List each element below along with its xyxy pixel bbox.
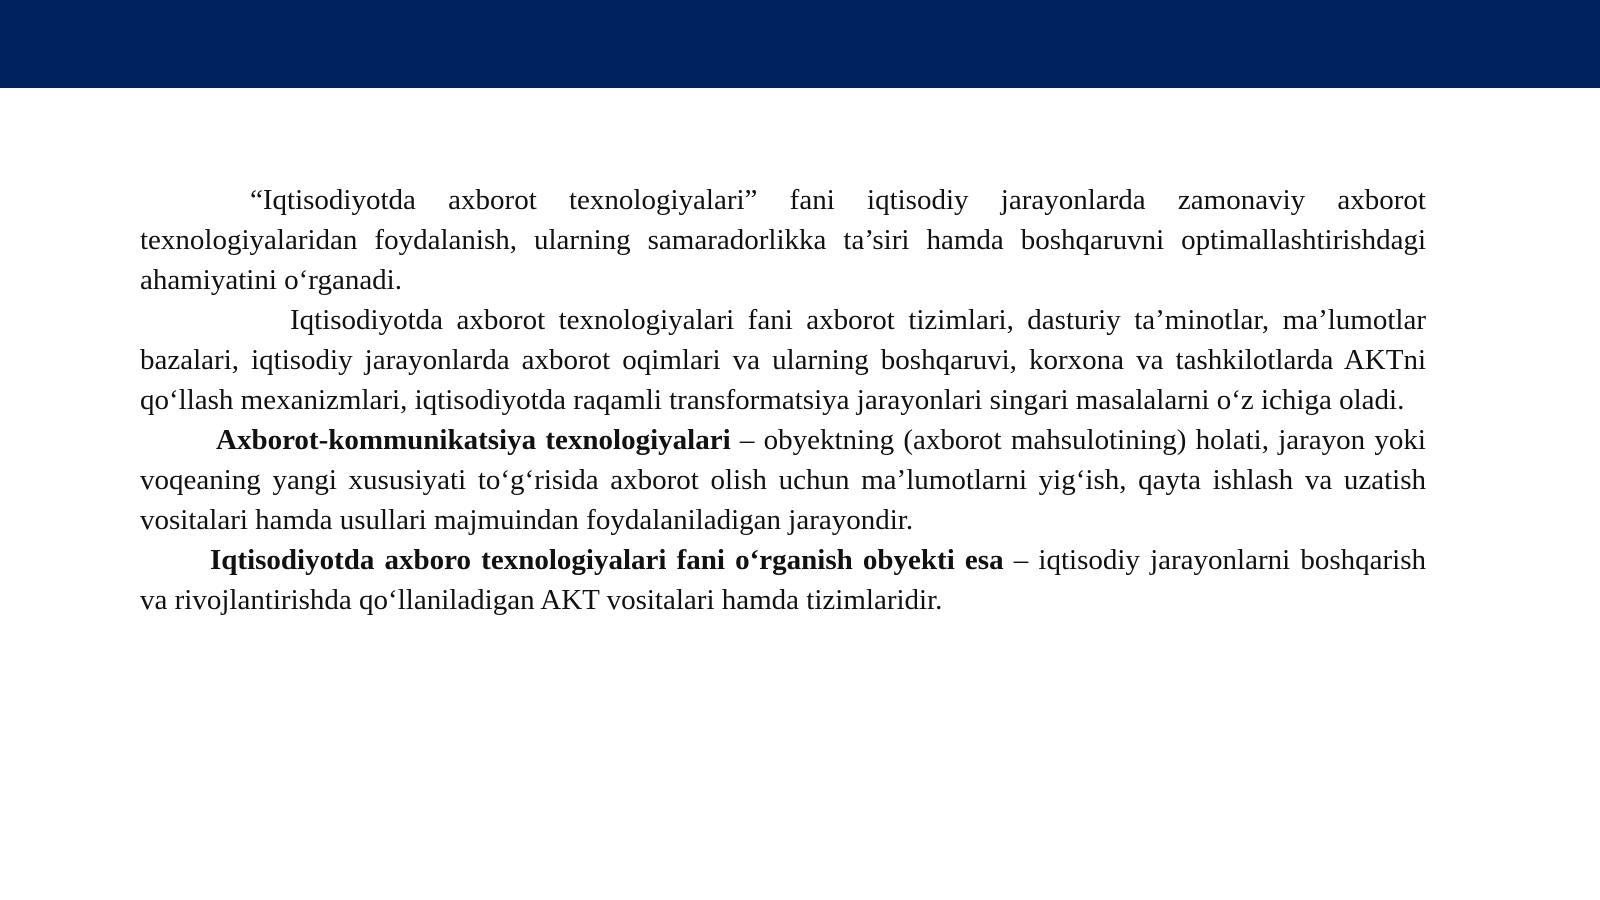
paragraph-course-scope: Iqtisodiyotda axborot texnologiyalari fani axborot tizimlari, dasturiy ta’minotlar, ma’lumotlar bazalari, iqtisodiy jarayonlarda axborot oqimlari va ularning boshqaruvi, korxona va tashkilotlarda AKTni qo‘llash mexanizmlari, iqtisodiyotda raqamli transformatsiya jarayonlari singari masalalarni o‘z ichiga oladi.: [140, 304, 1426, 416]
paragraph-study-object: [140, 540, 1426, 620]
term-study-object: Iqtisodiyotda axboro texnologiyalari fani o‘rganish obyekti esa: [210, 544, 1004, 576]
header-band: [0, 0, 1600, 88]
definition-ict: – obyektning (axborot mahsulotining) holati, jarayon yoki voqeaning yangi xususiyati to‘g‘risida axborot olish uchun ma’lumotlarni yig‘ish, qayta ishlash va uzatish vositalari hamda usullari majmuindan foydalaniladigan jarayondir.: [140, 424, 1426, 536]
definition-study-object: – iqtisodiy jarayonlarni boshqarish va rivojlantirishda qo‘llaniladigan AKT vositalari hamda tizimlaridir.: [140, 544, 1427, 616]
slide-body: [140, 180, 1426, 620]
term-ict: Axborot-kommunikatsiya texnologiyalari: [216, 424, 731, 456]
paragraph-course-overview: “Iqtisodiyotda axborot texnologiyalari” fani iqtisodiy jarayonlarda zamonaviy axborot texnologiyalaridan foydalanish, ularning samaradorlikka ta’siri hamda boshqaruvni optimallashtirishdagi ahamiyatini o‘rganadi.: [140, 184, 1426, 296]
paragraph-ict-definition: [140, 420, 1426, 540]
